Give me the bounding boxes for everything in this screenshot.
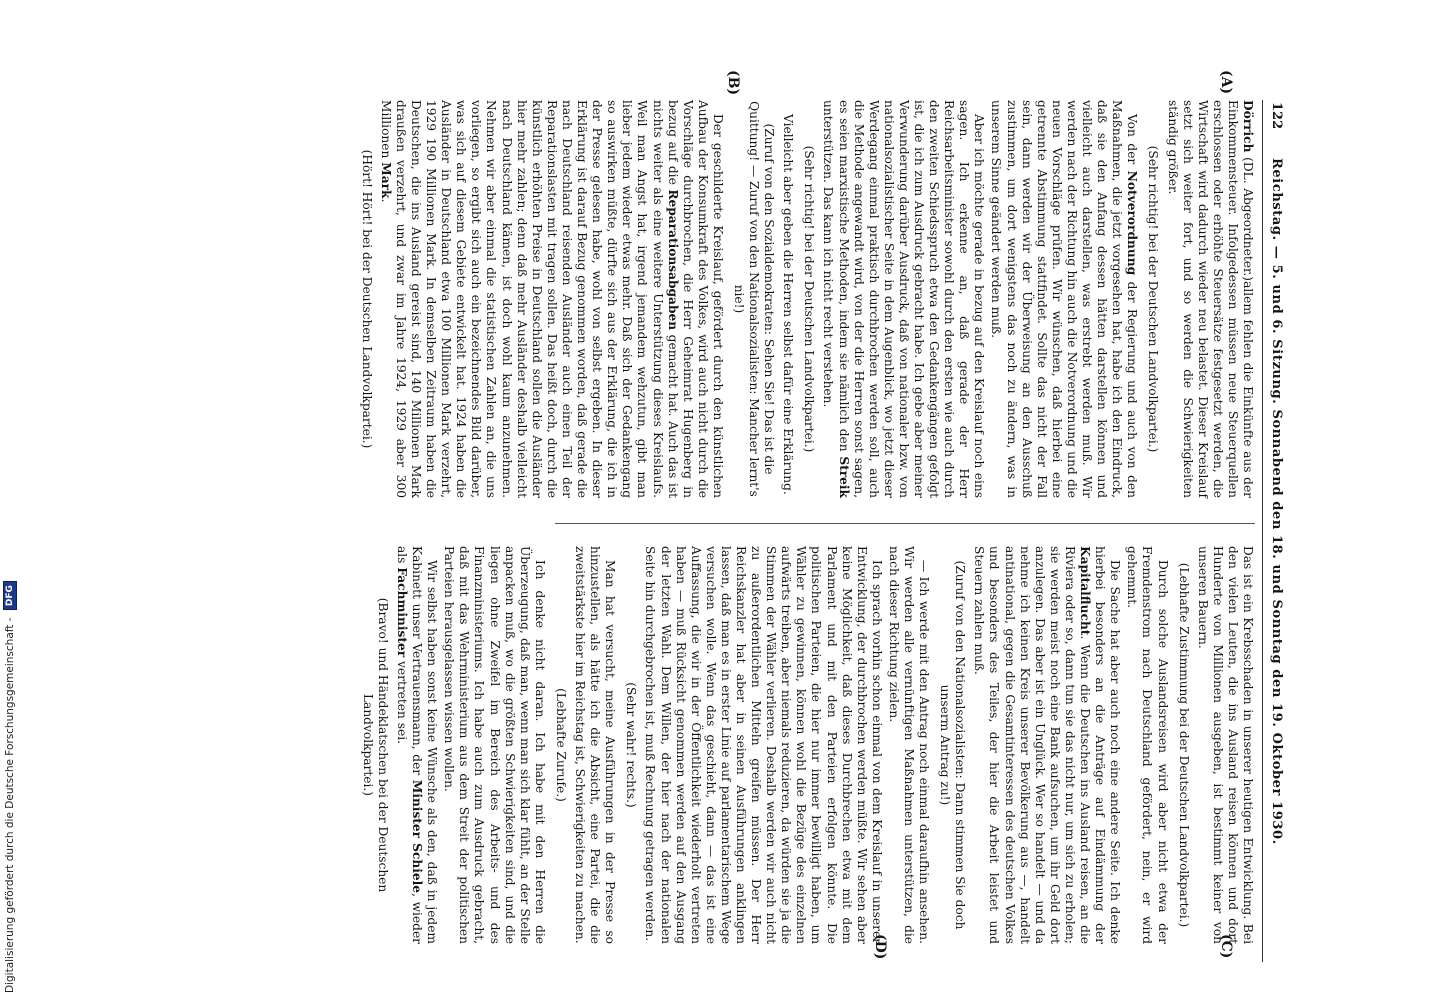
emphasis: Kapitalflucht (1078, 546, 1093, 636)
text-run: vertreten sei. (395, 657, 410, 744)
text-run: der Regierung und auch von den Maßnahmen, die jetzt vorgesehen hat, habe ich den Eindruck, daß sie den Anfang dessen hätten darstellen können und vielleicht auch darstellen, was erstrebt werden muß. Wir werden nach der Richtung hin auch die Notverordnung und die neuen Vorschläge prüfen. Wir wünschen, daß hierbei eine getrennte Abstimmung stattfindet. Sollte das nicht der Fall sein, dann werden wir der Überweisung an den Ausschuß zustimmen, um dort wenigstens das noch zu ändern, was in unserem Sinne geändert werden muß. (989, 100, 1140, 498)
emphasis: Minister Schiele (410, 779, 425, 894)
interjection: (Hört! Hört! bei der Deutschen Landvolkpartei.) (359, 149, 374, 449)
dfg-logo: DFG (3, 581, 17, 610)
text-run: unterstützen. Das kann ich nicht recht verstehen. (821, 100, 836, 408)
document-page (40, 70, 1285, 962)
text-run: gemacht hat. Auch das ist nichts weiter als eine weitere Unterstützung dieses Kreislaufs. Weil man Angst hat, irgend jemandem wehzutun, gibt man lieber jedem wieder etwas mehr. Daß sich der Gedankengang so auswirken müßte, dürfte sich aus der Erklärung, die ich in der Presse gelesen habe, wohl von selbst ergeben. In dieser Erklärung ist darauf Bezug genommen worden, daß gerade die nach Deutschland reisenden Ausländer auch einen Teil der Reparationslasten mit tragen sollen. Das heißt doch, durch die künstlich erhöhten Preise in Deutschland sollen die Ausländer hier mehr zahlen; denn daß mehr Ausländer deshalb vielleicht nach Deutschland kämen, ist doch wohl kaum anzunehmen. Nehmen wir aber einmal die statistischen Zahlen an, die uns vorliegen, so ergibt sich auch ein bezeichnendes Bild darüber, was sich auf diesem Gebiete entwickelt hat. 1924 haben die Ausländer in Deutschland etwa 100 Millionen Mark verzehrt, 1929 190 Millionen Mark. In demselben Zeitraum haben die Deutschen, die ins Ausland gereist sind, 140 Millionen Mark draußen verzehrt, und zwar im Jahre 1924, 1929 aber 300 Millionen (378, 100, 680, 498)
running-head: Reichstag. — 5. und 6. Sitzung. Sonnabend den 18. und Sonntag den 19. Oktober 1930. (1269, 158, 1284, 845)
text-run: Der geschilderte Kreislauf, gefördert durch den künstlichen Aufbau der Konsumkraft des Volkes, wird auch nicht durch die Vorschläge durchbrochen, die Herr Geheimrat Hugenberg in bezug auf die (665, 100, 725, 498)
interjection: (Zuruf von den Sozialdemokraten: Sehen Sie! Das ist die Quittung! — Zuruf von den Nationalsozialisten: Mancher lernt's nie!) (732, 101, 777, 497)
page-header (1262, 100, 1285, 962)
text-run: Die Sache hat aber auch noch eine andere Seite. Ich denke hierbei besonders an die Anträge auf Eindämmung der (1093, 546, 1123, 944)
paragraph (378, 100, 725, 498)
interjection: (Sehr richtig! bei der Deutschen Landvolkpartei.) (1146, 145, 1161, 453)
paragraph: — Ich werde mit den Antrag noch einmal daraufhin ansehen. Wir werden alle vernünftigen Maßnahmen unterstützen, die nach dieser Richtung zielen. (886, 546, 932, 944)
column-divider (555, 523, 1255, 524)
left-column (353, 100, 1255, 498)
interjection: (Sehr wahr! rechts.) (624, 682, 639, 808)
interjection: (Lebhafte Zustimmung bei der Deutschen Landvolkpartei.) (1176, 562, 1191, 928)
paragraph (1164, 100, 1255, 498)
margin-mark-d: (D) (872, 934, 888, 960)
paragraph (971, 546, 1122, 944)
margin-mark-c: (C) (1218, 934, 1234, 959)
interjection: (Zuruf von den Nationalsozialisten: Dann stimmen Sie doch unserm Antrag zu!) (938, 560, 968, 930)
paragraph: Vielleicht aber geben die Herren selbst dafür eine Erklärung. (781, 114, 796, 495)
paragraph: Das ist ein Krebsschaden in unserer heutigen Entwicklung. Bei den vielen Leuten, die ins Ausland reisen können und dort Hunderte von Millionen ausgeben, ist bestimmt keiner von unseren Bauern. (1195, 546, 1255, 944)
paragraph: Ich sprach vorhin schon einmal von dem Kreislauf in unserer Entwicklung, der durchbrochen werden müßte. Wir sehen aber keine Möglichkeit, daß dieses Durchbrechen etwa mit dem Parlament und mit den Parteien erfolgen könnte. Die politischen Parteien, die hier nur immer bewilligt haben, um Wähler zu gewinnen, können wohl die Bezüge des einzelnen aufwärts treiben, aber niemals reduzieren, da würden sie ja die Stimmen der Wähler verlieren. Deshalb werden wir auch nicht zu außerordentlichen Mitteln greifen müssen. Der Herr Reichskanzler hat aber in seinen Ausführungen anklingen lassen, daß man es in erster Linie auf parlamentarischem Wege versuchen wolle. Wenn das geschieht, dann — das ist eine Auffassung, die wir in der Öffentlichkeit wiederholt vertreten haben — muß Rücksicht genommen werden auf den Ausgang der letzten Wahl. Dem Willen, der hier nach der nationalen Seite hin durchgebrochen ist, muß Rechnung getragen werden. (643, 546, 884, 944)
paragraph: Ich denke nicht daran. Ich habe mit den Herren die Überzeugung, daß man, wenn man sich klar fühlt, an der Stelle anpacken muß, wo die größten Schwierigkeiten sind, und die liegen ohne Zweifel im Bereich des Arbeits- und des Finanzministeriums. Ich habe auch zum Ausdruck gebracht, daß mit das Wehrministerium aus dem Streit der politischen Parteien herausgelassen wissen wollen. (442, 546, 547, 944)
emphasis: Fachminister (395, 567, 410, 658)
paragraph (394, 546, 439, 944)
emphasis: Notverordnung (1125, 170, 1140, 276)
interjection: (Lebhafte Zurufe.) (553, 688, 568, 802)
text-run: . (378, 198, 393, 203)
speaker-role: (DL. Abgeordneter.) (1241, 157, 1255, 282)
text-run: , wieder als (395, 546, 425, 944)
emphasis: Reparationsabgaben (665, 189, 680, 331)
paragraph: Man hat versucht, meine Ausführungen in der Presse so hinzustellen, als hätte ich die Absicht, eine Partei, die die zweitstärkste hier im Reichstag ist, Schwierigkeiten zu machen. (573, 546, 618, 944)
emphasis: Streik (836, 456, 851, 498)
speaker-name: Dörrich (1241, 100, 1255, 153)
digitization-notice (2, 3, 18, 993)
text-run: . Wenn die Deutschen ins Ausland reisen, an die Riviera oder so, dann tun sie das nicht nur, um sich zu erholen; sie werden meist noch eine Bank aufsuchen, um ihr Geld dort anzulegen. Das aber ist ein Unglück. Wer so handelt — und da nehme ich keinen Kreis unserer Bevölkerung aus —, handelt antinational, gegen die Gesamtinteressen des deutschen Volkes und besonders des Teiles, der hier die Arbeit leistet und Steuern zahlen muß. (972, 546, 1093, 944)
interjection: (Bravo! und Händeklatschen bei der Deutschen Landvolkpartei.) (360, 597, 390, 893)
paragraph: Durch solche Auslandsreisen wird aber nicht etwa der Fremdenstrom nach Deutschland gefördert, nein, er wird gehemmt. (1125, 546, 1170, 944)
text-run: Aber ich möchte gerade in bezug auf den Kreislauf noch eins sagen. Ich erkenne an, daß gerade der Herr Reichsarbeitsminister sowohl durch den ersten wie auch durch den zweiten Schiedsspruch etwa den Gedankengängen gefolgt ist, die ich zum Ausdruck gebracht habe. Ich gebe aber meiner Verwunderung darüber Ausdruck, daß von nationaler bzw. von nationalsozialistischer Seite in dem Augenblick, wo jetzt dieser Werdegang einmal praktisch durchbrochen werden soll, auch die Methode angewandt wird, von der die Herren sonst sagen, es seien marxistische Methoden, indem sie nämlich den (836, 100, 987, 498)
paragraph (988, 100, 1139, 498)
text-run: Wir selbst haben sonst keine Wünsche als den, daß in jedem Kabinett unser Vertrauensmann, der (410, 546, 440, 944)
right-column (354, 546, 1255, 944)
paragraph (820, 100, 986, 498)
text-run: Von der (1125, 114, 1140, 171)
margin-mark-b: (B) (725, 70, 741, 96)
paragraph-text: allem fehlen die Einkünfte aus der Einkommensteuer. Infolgedessen müssen neue Steuerquellen erschlossen oder erhöhte Steuersätze festgesetzt werden, die Wirtschaft wird dadurch wieder neu belastet. Dieser Kreislauf setzt sich weiter fort, und so werden die Schwierigkeiten ständig größer. (1165, 100, 1255, 498)
emphasis: Mark (378, 162, 393, 199)
interjection: (Sehr richtig! bei der Deutschen Landvolkpartei.) (802, 145, 817, 453)
page-number: 122 (1269, 102, 1284, 130)
notice-text: Digitalisierung gefördert durch die Deutsche Forschungsgemeinschaft - (4, 617, 16, 993)
margin-mark-a: (A) (1218, 70, 1234, 95)
